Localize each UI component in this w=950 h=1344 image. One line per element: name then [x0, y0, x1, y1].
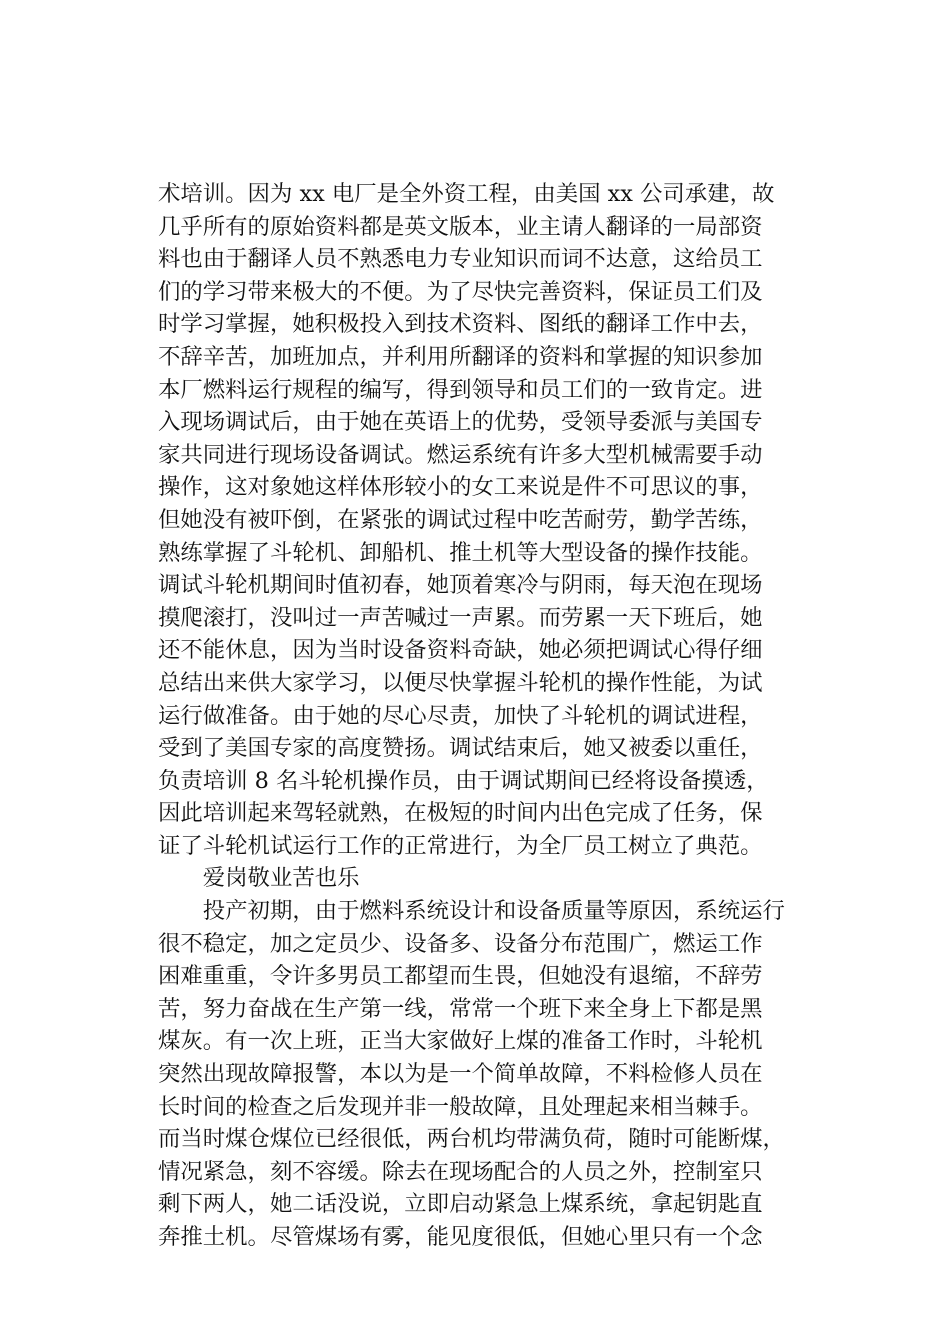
text-line: 总结出来供大家学习，以便尽快掌握斗轮机的操作性能，为试: [158, 669, 763, 696]
text-line: 还不能休息，因为当时设备资料奇缺，她必须把调试心得仔细: [158, 637, 763, 664]
text-line: 负责培训 8 名斗轮机操作员，由于调试期间已经将设备摸透，: [158, 767, 769, 794]
text-line: 长时间的检查之后发现并非一般故障，且处理起来相当棘手。: [158, 1093, 763, 1120]
text-line: 困难重重，令许多男员工都望而生畏，但她没有退缩，不辞劳: [158, 963, 763, 990]
text-line: 煤灰。有一次上班，正当大家做好上煤的准备工作时，斗轮机: [158, 1028, 763, 1055]
text-line: 投产初期，由于燃料系统设计和设备质量等原因，系统运行: [158, 898, 785, 925]
body-text: [158, 178, 838, 1254]
section-heading: 爱岗敬业苦也乐: [158, 865, 360, 892]
text-line: 但她没有被吓倒，在紧张的调试过程中吃苦耐劳，勤学苦练，: [158, 506, 763, 533]
text-line: 料也由于翻译人员不熟悉电力专业知识而词不达意，这给员工: [158, 246, 763, 273]
text-line: 入现场调试后，由于她在英语上的优势，受领导委派与美国专: [158, 409, 763, 436]
text-line: 熟练掌握了斗轮机、卸船机、推土机等大型设备的操作技能。: [158, 539, 763, 566]
text-line: 术培训。因为 xx 电厂是全外资工程，由美国 xx 公司承建，故: [158, 181, 775, 207]
text-line: 奔推土机。尽管煤场有雾，能见度很低，但她心里只有一个念: [158, 1224, 763, 1250]
text-line: 几乎所有的原始资料都是英文版本，业主请人翻译的一局部资: [158, 213, 763, 240]
text-line: 很不稳定，加之定员少、设备多、设备分布范围广，燃运工作: [158, 930, 763, 957]
text-line: 本厂燃料运行规程的编写，得到领导和员工们的一致肯定。进: [158, 376, 763, 403]
text-line: 操作，这对象她这样体形较小的女工来说是件不可思议的事，: [158, 474, 763, 501]
text-line: 剩下两人，她二话没说，立即启动紧急上煤系统，拿起钥匙直: [158, 1191, 763, 1218]
text-line: 不辞辛苦，加班加点，并利用所翻译的资料和掌握的知识参加: [158, 343, 763, 370]
text-line: 运行做准备。由于她的尽心尽责，加快了斗轮机的调试进程，: [158, 702, 763, 729]
text-line: 苦，努力奋战在生产第一线，常常一个班下来全身上下都是黑: [158, 995, 763, 1022]
text-line: 因此培训起来驾轻就熟，在极短的时间内出色完成了任务，保: [158, 800, 763, 827]
text-line: 家共同进行现场设备调试。燃运系统有许多大型机械需要手动: [158, 441, 763, 468]
text-line: 突然出现故障报警，本以为是一个简单故障，不料检修人员在: [158, 1061, 763, 1088]
text-line: 受到了美国专家的高度赞扬。调试结束后，她又被委以重任，: [158, 735, 763, 762]
text-line: 而当时煤仓煤位已经很低，两台机均带满负荷，随时可能断煤，: [158, 1126, 785, 1153]
text-line: 情况紧急，刻不容缓。除去在现场配合的人员之外，控制室只: [158, 1158, 763, 1185]
text-line: 调试斗轮机期间时值初春，她顶着寒冷与阴雨，每天泡在现场: [158, 572, 763, 599]
text-line: 时学习掌握，她积极投入到技术资料、图纸的翻译工作中去，: [158, 311, 763, 338]
text-line: 证了斗轮机试运行工作的正常进行，为全厂员工树立了典范。: [158, 832, 763, 859]
text-line: 们的学习带来极大的不便。为了尽快完善资料，保证员工们及: [158, 278, 763, 305]
text-line: 摸爬滚打，没叫过一声苦喊过一声累。而劳累一天下班后，她: [158, 604, 763, 631]
